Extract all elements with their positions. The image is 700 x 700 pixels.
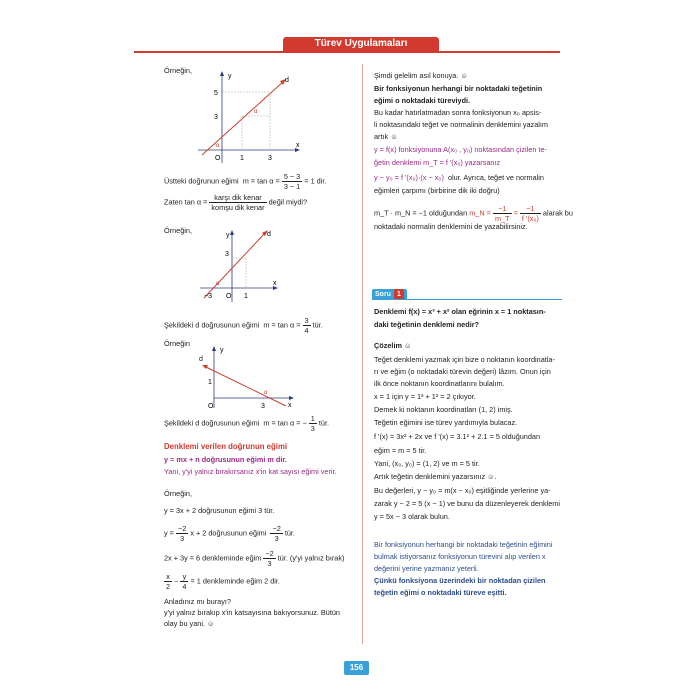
paragraph-line: Bu kadar hatırlatmadan sonra fonksiyonun x₀ apsis- [374, 108, 542, 117]
graph-1-alpha: α [254, 109, 258, 115]
solution-line: y = 5x − 3 olarak bulun. [374, 512, 450, 521]
note-emphasis: Çünkü fonksiyona üzerindeki bir noktadan çizilen [374, 576, 546, 585]
normal-slope: m_T · m_N = −1 olduğundan m_N = $\frac{-1}{m\_T}$ = $\frac{-1}{\text{f '(x₀)}}$ alarak bu [374, 204, 573, 223]
header-rule [134, 51, 560, 53]
example-label-3: Örneğin [164, 339, 190, 348]
solution-line: eğim = m = 5 tir. [374, 446, 427, 455]
graph-2-tick-3: 3 [225, 251, 229, 258]
slope-line-3: Şekildeki d doğrusunun eğimi m = tan α = − $\frac{1}{3}$ tür. [164, 414, 330, 433]
graph-3 [200, 342, 298, 412]
solution-line: x = 1 için y = 1³ + 1² = 2 çıkıyor. [374, 392, 476, 401]
tan-definition: Zaten tan α = $\frac{\text{karşı dik kenar}}{\text{komşu dik kenar}}$ değil miydi? [164, 193, 308, 212]
graph-1-x-label: x [296, 142, 300, 149]
graph-1-d-label: d [285, 77, 289, 84]
question-badge: Soru 1 [372, 289, 407, 300]
key-statement-1: Bir fonksiyonun herhangi bir noktadaki teğetinin [374, 84, 543, 93]
page-title: Türev Uygulamaları [314, 38, 408, 49]
graph-1-alpha-2: α [216, 143, 220, 149]
graph-2-d-label: d [267, 231, 271, 238]
question-line-1: Denklemi f(x) = x³ + x² olan eğrinin x = 1 noktasın- [374, 307, 546, 316]
graph-3-tick-3: 3 [261, 403, 265, 410]
tangent-definition-1: y = f(x) fonksiyonuna A(x₀ , y₀) noktasından çizilen te- [374, 145, 547, 154]
key-statement-2: eğimi o noktadaki türeviydi. [374, 96, 471, 105]
graph-3-y-label: y [220, 347, 224, 354]
graph-3-y-arrow [212, 346, 216, 351]
graph-2-y-label: y [226, 232, 230, 239]
note-line: Bir fonksiyonun herhangi bir noktadaki teğetinin eğimini [374, 540, 553, 549]
graph-2-alpha: α [216, 281, 220, 287]
slope-line-1: Üstteki doğrunun eğimi m = tan α = $\frac{5 - 3}{3 - 1}$ = 1 dir. [164, 172, 327, 191]
solution-line: Artık teğetin denklemini yazarsınız ☺. [374, 472, 497, 481]
question-line-2: daki teğetinin denklemi nedir? [374, 320, 480, 329]
example-3: 2x + 3y = 6 denkleminde eğim $\frac{-2}{3}$ tür. (y'yi yalnız bırak) [164, 549, 345, 568]
graph-3-alpha: α [264, 390, 268, 396]
solution-line: ilk önce noktanın koordinatlarını bulalım. [374, 379, 505, 388]
graph-2-origin: O [226, 293, 232, 300]
example-1: y = 3x + 2 doğrusunun eğimi 3 tür. [164, 506, 275, 515]
paragraph-line: noktadaki normalin denklemini de yazabilirsiniz. [374, 222, 528, 231]
paragraph-line: li noktasındaki teğet ve normalinin denklemini yazalım [374, 120, 548, 129]
tangent-equation: y − y₀ = f '(x₀)·(x − x₀) olur. Ayrıca, teğet ve normalin [374, 173, 544, 182]
graph-2-y-arrow [230, 230, 234, 235]
graph-1 [190, 68, 310, 166]
graph-3-d-label: d [199, 356, 203, 363]
question-number: 1 [394, 289, 404, 300]
note-line: değerini yerine yazmanız yeterli. [374, 564, 479, 573]
example-4: $\frac{x}{2}$ − $\frac{y}{4}$ = 1 denkleminde eğim 2 dir. [166, 572, 280, 591]
graph-1-tick-3x: 3 [268, 155, 272, 162]
solution-line: Teğet denklemi yazmak için bize o noktanın koordinatla- [374, 355, 555, 364]
solution-line: Yani, (x₀, y₀) = (1, 2) ve m = 5 tir. [374, 459, 480, 468]
graph-3-x-label: x [288, 402, 292, 409]
paragraph-line: artık ☺ [374, 132, 398, 141]
graph-1-origin: O [215, 155, 221, 162]
graph-1-tick-3y: 3 [214, 114, 218, 121]
graph-2-tick-m3: −3 [204, 293, 212, 300]
graph-3-tick-1: 1 [208, 379, 212, 386]
example-label-2: Örneğin, [164, 226, 192, 235]
note-emphasis: teğetin eğimi o noktadaki türeve eşitti. [374, 588, 507, 597]
solution-line: Demek ki noktanın koordinatları (1, 2) imiş. [374, 405, 513, 414]
tangent-definition-2: ğetin denklemi m_T = f '(x₀) yazarsanız [374, 158, 501, 167]
graph-1-tick-1: 1 [240, 155, 244, 162]
graph-3-origin: O [208, 403, 214, 410]
solution-line: f '(x) = 3x² + 2x ve f '(x) = 3.1² + 2.1 = 5 olduğundan [374, 432, 541, 441]
paragraph-line: eğimleri çarpımı (birbirine dik iki doğru) [374, 186, 500, 195]
graph-1-y-arrow [220, 71, 224, 76]
graph-3-line-d [204, 366, 286, 406]
solution-line: rı ve eğim (o noktadaki türevin değeri) lâzım. Onun için [374, 367, 551, 376]
graph-2-tick-1: 1 [244, 293, 248, 300]
note-line: bulmak istiyorsanız fonksiyonun türevini alıp verilen x [374, 552, 546, 561]
slope-rule: y = mx + n doğrusunun eğimi m dir. [164, 455, 287, 464]
solution-line: zarak y − 2 = 5 (x − 1) ve bunu da düzenleyerek denklemi [374, 499, 560, 508]
example-label-1: Örneğin, [164, 66, 192, 75]
slope-line-2: Şekildeki d doğrusunun eğimi m = tan α = $\frac{3}{4}$ tür. [164, 316, 323, 335]
example-2: y = $\frac{-2}{3}$ x + 2 doğrusunun eğimi $\frac{-2}{3}$ tür. [164, 524, 295, 543]
closing-line-2: olay bu yani. ☺ [164, 619, 215, 628]
graph-2-x-label: x [273, 280, 277, 287]
graph-1-tick-5: 5 [214, 90, 218, 97]
page-number: 156 [344, 661, 369, 675]
section-title: Denklemi verilen doğrunun eğimi [164, 442, 288, 451]
graph-1-y-label: y [228, 73, 232, 80]
solution-heading: Çözelim ☺ [374, 341, 412, 350]
slope-rule-note: Yani, y'yi yalnız bırakırsanız x'in kat sayısı eğimi verir. [164, 467, 337, 476]
graph-3-x-arrow [289, 396, 294, 400]
graph-2 [196, 226, 286, 304]
closing-line-1: y'yi yalnız bırakıp x'in katsayısına bakıyorsunuz. Bütün [164, 608, 340, 617]
intro-line: Şimdi gelelim asıl konuya. ☺ [374, 71, 468, 80]
solution-line: Bu değerleri, y − y₀ = m(x − x₀) eşitliğinde yerlerine ya- [374, 486, 551, 495]
solution-line: Teğetin eğimini ise türev yardımıyla bulacaz. [374, 418, 518, 427]
example-label-4: Örneğin, [164, 489, 192, 498]
question-rule [372, 299, 562, 300]
question-text: Anladınız mı burayı? [164, 597, 231, 606]
column-divider [362, 64, 363, 644]
